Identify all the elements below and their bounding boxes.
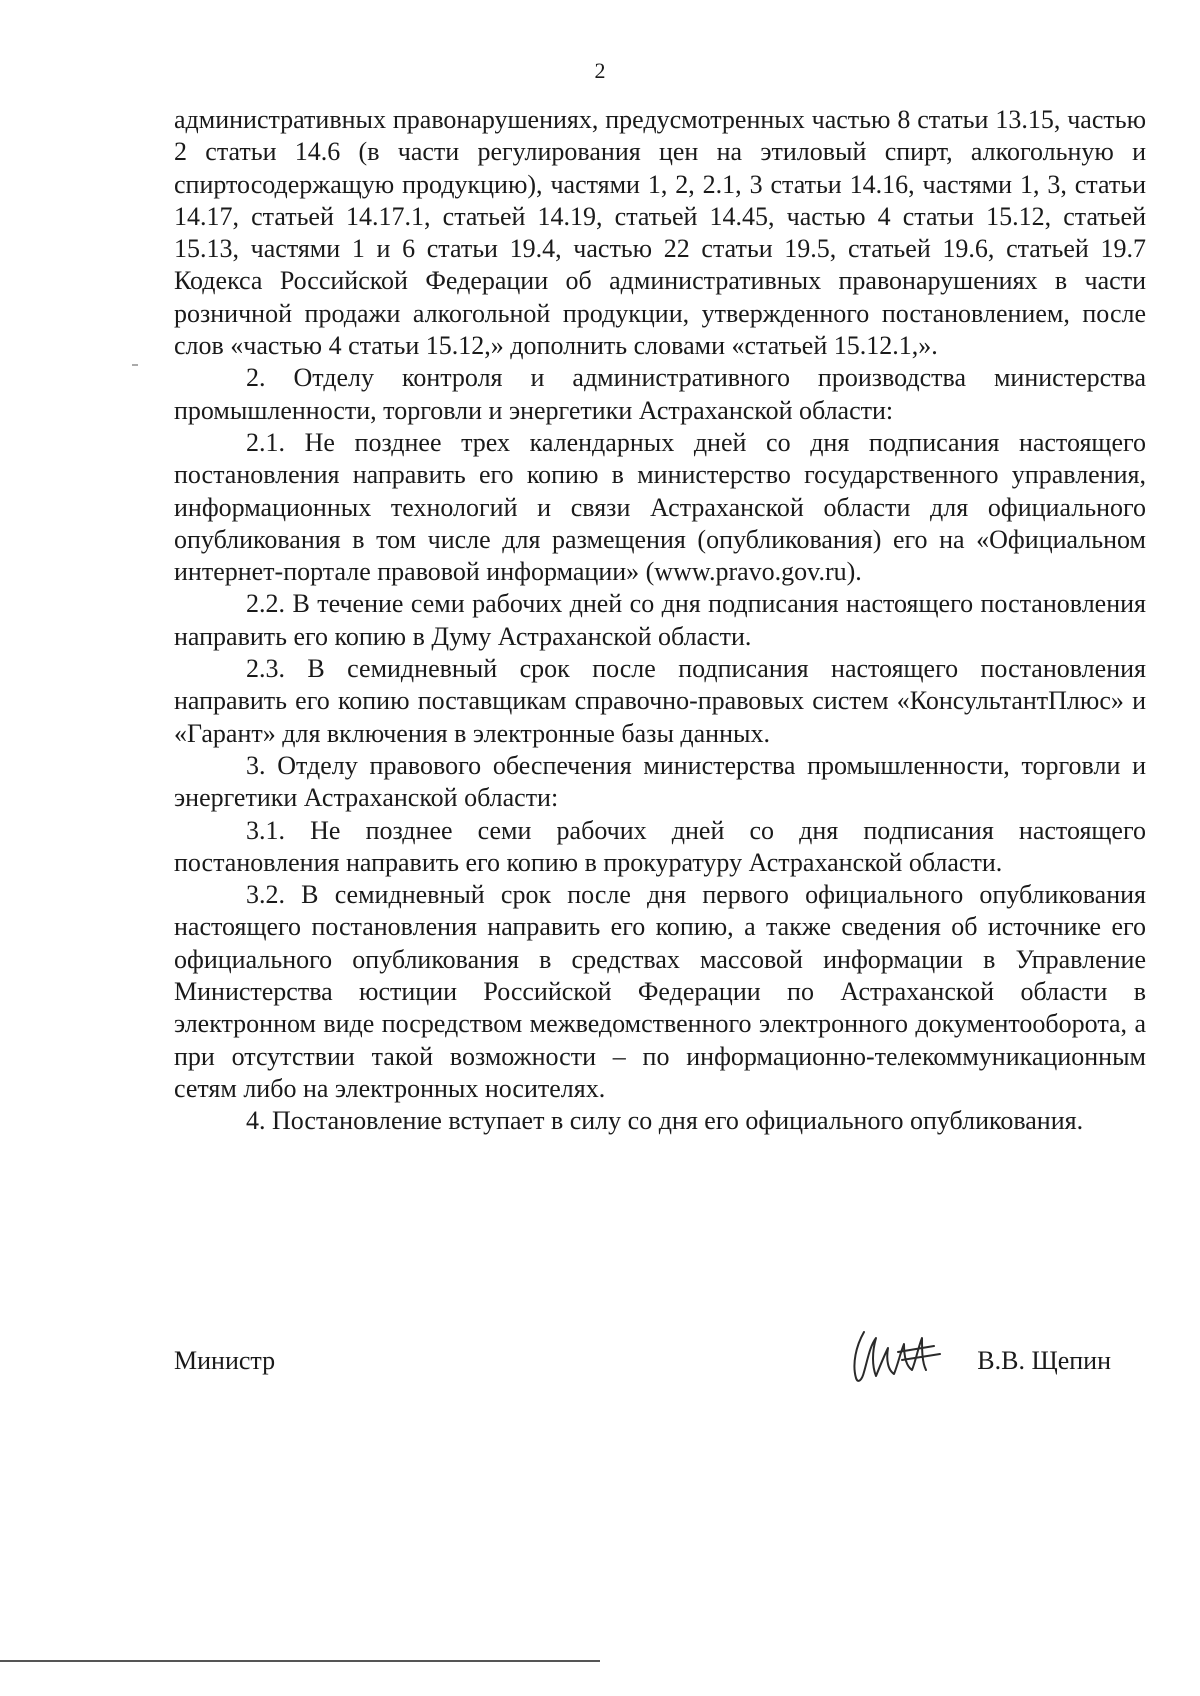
- document-body: [174, 104, 1146, 1138]
- paragraph-item-3-1: 3.1. Не позднее семи рабочих дней со дня подписания настоящего постановления направить его копию в прокуратуру Астраханской области.: [174, 815, 1146, 877]
- handwritten-signature: [842, 1326, 952, 1388]
- paragraph-item-3-2: 3.2. В семидневный срок после дня первого официального опубликования настоящего постановления направить его копию, а также сведения об источнике его официального опубликования в средствах массовой информации в Управление Министерства юстиции Российской Федерации по Астраханской области в электронном виде посредством межведомственного электронного документооборота, а при отсутствии такой возможности – по информационно-телекоммуникационным сетям либо на электронных носителях.: [174, 880, 1146, 1103]
- paragraph-item-4: 4. Постановление вступает в силу со дня его официального опубликования.: [246, 1106, 1084, 1136]
- paragraph-item-2-3: 2.3. В семидневный срок после подписания настоящего постановления направить его копию поставщикам справочно-правовых систем «КонсультантПлюс» и «Гарант» для включения в электронные базы данных.: [174, 654, 1146, 748]
- page-number: 2: [594, 58, 606, 83]
- paragraph-item-2-1: 2.1. Не позднее трех календарных дней со дня подписания настоящего постановления направить его копию в министерство государственного управления, информационных технологий и связи Астраханской области для официального опубликования в том числе для размещения (опубликования) его на «Официальном интернет-портале правовой информации» (www.pravo.gov.ru).: [174, 427, 1146, 587]
- footer-rule: [0, 1660, 600, 1662]
- signatory-title: Министр: [174, 1346, 276, 1375]
- paragraph-item-2: 2. Отделу контроля и административного производства министерства промышленности, торговли и энергетики Астраханской области:: [174, 363, 1146, 425]
- paragraph-continuation: административных правонарушениях, предусмотренных частью 8 статьи 13.15, частью 2 статьи 14.6 (в части регулирования цен на этиловый спирт, алкогольную и спиртосодержащую продукцию), частями 1, 2, 2.1, 3 статьи 14.16, частями 1, 3, статьи 14.17, статьей 14.17.1, статьей 14.19, статьей 14.45, частью 4 статьи 15.12, статьей 15.13, частями 1 и 6 статьи 19.4, частью 22 статьи 19.5, статьей 19.6, статьей 19.7 Кодекса Российской Федерации об административных правонарушениях в части розничной продажи алкогольной продукции, утвержденного постановлением, после слов «частью 4 статьи 15.12,» дополнить словами «статьей 15.12.1,».: [174, 105, 1146, 361]
- paragraph-item-3: 3. Отделу правового обеспечения министерства промышленности, торговли и энергетики Астраханской области:: [174, 750, 1146, 813]
- signature-block: [174, 1326, 1146, 1406]
- margin-speck: [132, 364, 138, 366]
- signatory-name: В.В. Щепин: [977, 1346, 1111, 1375]
- paragraph-item-2-2: 2.2. В течение семи рабочих дней со дня подписания настоящего постановления направить его копию в Думу Астраханской области.: [174, 589, 1146, 651]
